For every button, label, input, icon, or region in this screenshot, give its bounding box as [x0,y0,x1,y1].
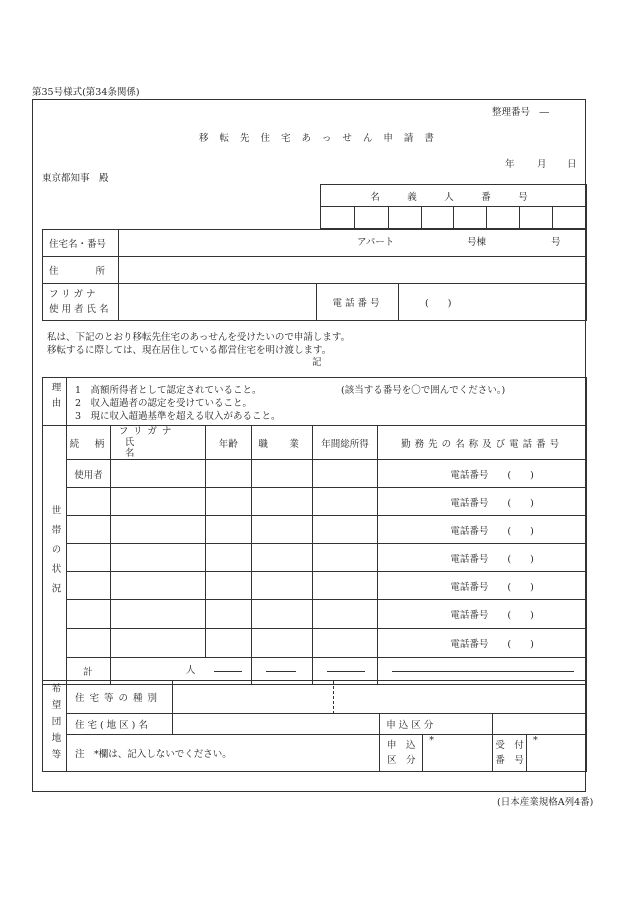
date-day: 日 [567,159,577,170]
note: 注 *欄は、記入しないでください。 [66,735,379,772]
reason-item-1: 1 高額所得者として認定されていること。 [74,385,262,396]
workplace-cell[interactable]: 電話番号 ( ) [378,629,587,658]
income-cell[interactable] [312,488,378,516]
name-cell[interactable] [110,516,205,544]
phone-label: 電話番号 [317,284,399,321]
housing-label: 住宅名・番号 [43,230,119,257]
area-label: 住宅(地区)名 [66,714,172,735]
occupation-cell[interactable] [251,629,312,658]
reason-label: 理由 [43,378,67,426]
age-cell[interactable] [205,460,251,488]
age-cell[interactable] [205,600,251,629]
desired-label: 希望団地等 [43,681,67,772]
workplace-cell[interactable]: 電話番号 ( ) [378,516,587,544]
workplace-cell[interactable]: 電話番号 ( ) [378,488,587,516]
occupation-cell[interactable] [251,516,312,544]
user-name-label-text: 使用者氏名 [49,304,112,315]
form-number: 第35号様式(第34条関係) [32,87,140,98]
household-label: 世帯の状況 [43,426,67,685]
type-divider [333,681,334,714]
address-label: 住 所 [43,257,119,284]
name-cell[interactable] [110,572,205,600]
name-header [110,426,205,460]
workplace-header: 勤務先の名称及び電話番号 [378,426,587,460]
reason-note: (該当する番号を〇で囲んでください。) [340,385,506,396]
type-field[interactable] [172,681,586,714]
name-number-header: 名 義 人 番 号 [321,185,587,207]
workplace-cell[interactable]: 電話番号 ( ) [378,544,587,572]
name-number-digit[interactable] [454,207,487,229]
name-number-digit[interactable] [520,207,553,229]
income-cell[interactable] [312,460,378,488]
name-number-digit[interactable] [388,207,421,229]
footer-note: (日本産業規格A列4番) [497,797,594,808]
occupation-cell[interactable] [251,600,312,629]
date-month: 月 [537,159,547,170]
occupation-header: 職 業 [251,426,312,460]
income-cell[interactable] [312,600,378,629]
age-cell[interactable] [205,488,251,516]
building-label: 号棟 [467,237,487,248]
form-title: 移転先住宅あっせん申請書 [199,133,445,144]
relation-cell[interactable] [66,488,110,516]
name-number-digit[interactable] [487,207,520,229]
relation-cell[interactable] [66,516,110,544]
apartment-label: アパート [357,237,395,248]
workplace-cell[interactable]: 電話番号 ( ) [378,600,587,629]
age-header: 年齢 [205,426,251,460]
age-cell[interactable] [205,516,251,544]
relation-cell[interactable] [66,544,110,572]
user-name-field[interactable] [119,284,317,321]
income-cell[interactable] [312,572,378,600]
addressee: 東京都知事 殿 [42,173,109,184]
name-cell[interactable] [110,488,205,516]
reception-label: 受 付 番 号 [493,735,527,772]
name-cell[interactable] [110,600,205,629]
relation-header: 続 柄 [66,426,110,460]
ki-label: 記 [312,357,322,368]
desired-table [42,680,587,772]
type-label: 住宅等の種別 [66,681,172,714]
reference-number: 整理番号 ― [492,107,550,118]
app-type-box: * [423,735,493,772]
occupation-cell[interactable] [251,544,312,572]
application-type-field[interactable] [493,714,587,735]
name-number-digit[interactable] [553,207,587,229]
phone-field[interactable]: ( ) [399,284,587,321]
occupation-cell[interactable] [251,488,312,516]
relation-cell[interactable] [66,572,110,600]
age-cell[interactable] [205,629,251,658]
age-cell[interactable] [205,544,251,572]
income-header: 年間総所得 [312,426,378,460]
total-income-dash [327,671,365,672]
name-cell[interactable] [110,460,205,488]
relation-cell[interactable] [66,629,110,658]
statement-line-2: 移転するに際しては、現在居住している都営住宅を明け渡します。 [47,345,332,356]
total-workplace-dash [392,671,574,672]
occupation-cell[interactable] [251,572,312,600]
reception-box: * [527,735,587,772]
workplace-cell[interactable]: 電話番号 ( ) [378,572,587,600]
main-table [42,377,587,685]
reason-item-2: 2 収入超過者の認定を受けていること。 [74,398,253,409]
name-number-digit[interactable] [421,207,454,229]
total-age-dash [214,671,242,672]
reason-item-3: 3 現に収入超過基準を超える収入があること。 [74,411,281,422]
address-field[interactable] [119,257,587,284]
name-number-digit[interactable] [321,207,355,229]
applicant-table [42,229,587,321]
relation-cell[interactable]: 使用者 [66,460,110,488]
relation-cell[interactable] [66,600,110,629]
app-type-short: 申 込 区 分 [380,735,423,772]
income-cell[interactable] [312,516,378,544]
total-label: 計 [66,658,110,685]
statement-line-1: 私は、下記のとおり移転先住宅のあっせんを受けたいので申請します。 [47,332,351,343]
workplace-cell[interactable]: 電話番号 ( ) [378,460,587,488]
name-number-box [320,184,587,229]
occupation-cell[interactable] [251,460,312,488]
name-header-text: 氏 名 [124,437,180,459]
user-name-label [43,284,119,321]
furigana-header: フリガナ [118,426,177,437]
area-field[interactable] [172,714,380,735]
income-cell[interactable] [312,544,378,572]
unit-label: 号 [551,237,561,248]
name-cell[interactable] [110,629,205,658]
persons-label: 人 [185,665,196,676]
total-occupation-dash [266,671,296,672]
name-cell[interactable] [110,544,205,572]
income-cell[interactable] [312,629,378,658]
application-type-label: 申込区分 [380,714,493,735]
reason-options[interactable] [66,378,586,426]
name-number-digit[interactable] [354,207,388,229]
housing-field[interactable] [119,230,587,257]
date-year: 年 [505,159,515,170]
age-cell[interactable] [205,572,251,600]
furigana-label: フリガナ [49,289,99,300]
